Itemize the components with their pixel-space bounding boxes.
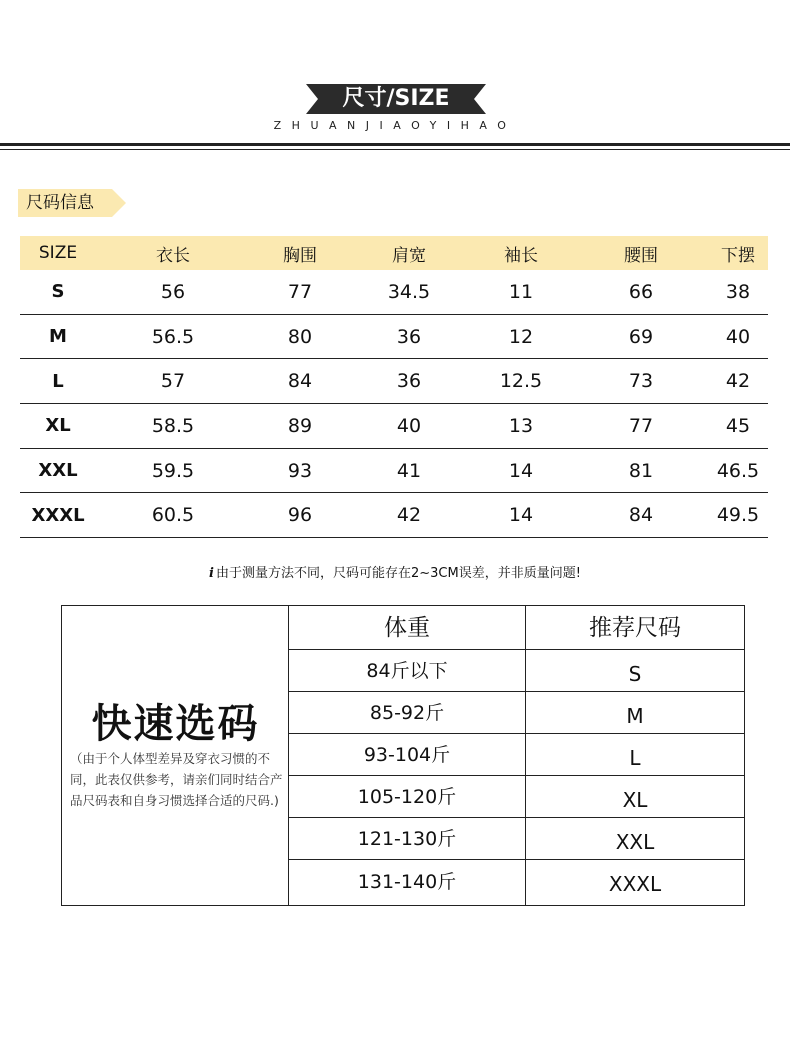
table-cell: 89 [287, 414, 313, 437]
table-cell: 84 [628, 504, 654, 527]
table-cell: 77 [628, 414, 654, 437]
table-cell: 42 [396, 504, 422, 527]
table-cell: 56.5 [151, 325, 195, 348]
table-cell: 59.5 [151, 459, 195, 482]
weight-cell: 105-120斤 [289, 776, 526, 817]
header-banner [0, 84, 790, 114]
table-cell: M [49, 326, 67, 348]
page-title: 尺寸/SIZE [342, 86, 450, 111]
quick-select-description: （由于个人体型差异及穿衣习惯的不同，此表仅供参考，请亲们同时结合产品尺码表和自身习惯选择合适的尺码.) [70, 751, 283, 808]
header-divider-thin [0, 149, 790, 150]
table-cell: 42 [725, 370, 751, 393]
table-cell: XL [45, 415, 71, 437]
column-header: 胸围 [283, 245, 317, 266]
size-table-header [20, 236, 768, 270]
table-cell: S [51, 281, 65, 303]
table-cell: 93 [287, 459, 313, 482]
table-cell: 69 [628, 325, 654, 348]
table-cell: 36 [396, 370, 422, 393]
table-cell: 36 [396, 325, 422, 348]
table-cell: 12.5 [499, 370, 543, 393]
quick-select-header [289, 606, 744, 650]
column-header: 肩宽 [392, 245, 426, 266]
column-header: 袖长 [504, 245, 538, 266]
table-cell: 40 [725, 325, 751, 348]
quick-select-title: 快速选码 [91, 701, 260, 747]
measurement-note-text: 由于测量方法不同，尺码可能存在2~3CM误差，并非质量问题! [216, 566, 581, 581]
weight-cell: 84斤以下 [289, 650, 526, 691]
table-cell: 57 [160, 370, 186, 393]
table-cell: 84 [287, 370, 313, 393]
weight-cell: 93-104斤 [289, 734, 526, 775]
table-row [20, 404, 768, 449]
column-header: 下摆 [721, 245, 755, 266]
table-cell: 13 [508, 414, 534, 437]
table-row [289, 734, 744, 776]
table-cell: L [52, 370, 64, 392]
table-cell: 38 [725, 280, 751, 303]
table-cell: 56 [160, 280, 186, 303]
table-cell: XXL [38, 460, 78, 482]
table-cell: 14 [508, 504, 534, 527]
table-cell: 49.5 [716, 504, 760, 527]
table-cell: 58.5 [151, 414, 195, 437]
table-cell: XXXL [31, 504, 85, 526]
quick-select-intro [62, 606, 289, 905]
weight-cell: 131-140斤 [289, 860, 526, 905]
size-cell: XXXL [608, 872, 662, 896]
table-row [20, 270, 768, 315]
table-cell: 80 [287, 325, 313, 348]
table-row [289, 650, 744, 692]
size-table [20, 236, 768, 538]
quick-select-table [289, 606, 744, 905]
table-row [289, 776, 744, 818]
table-cell: 45 [725, 414, 751, 437]
measurement-note [0, 562, 790, 581]
table-cell: 34.5 [387, 280, 431, 303]
table-row [20, 359, 768, 404]
size-cell: M [626, 704, 644, 728]
quick-select-box [61, 605, 745, 906]
table-cell: 12 [508, 325, 534, 348]
section-tag-label: 尺码信息 [26, 193, 94, 213]
size-cell: L [629, 746, 641, 770]
column-header: 衣长 [156, 245, 190, 266]
table-cell: 60.5 [151, 504, 195, 527]
table-cell: 40 [396, 414, 422, 437]
column-header: SIZE [38, 243, 78, 263]
table-cell: 11 [508, 280, 534, 303]
weight-cell: 85-92斤 [289, 692, 526, 733]
table-cell: 81 [628, 459, 654, 482]
column-header: 腰围 [624, 245, 658, 266]
table-cell: 77 [287, 280, 313, 303]
table-cell: 46.5 [716, 459, 760, 482]
size-cell: S [628, 662, 642, 686]
table-row [20, 315, 768, 360]
table-cell: 14 [508, 459, 534, 482]
table-row [289, 818, 744, 860]
table-cell: 41 [396, 459, 422, 482]
table-cell: 66 [628, 280, 654, 303]
table-row [20, 449, 768, 494]
table-cell: 73 [628, 370, 654, 393]
table-row [289, 860, 744, 905]
column-header-weight: 体重 [289, 606, 526, 650]
size-cell: XXL [615, 830, 655, 854]
table-row [289, 692, 744, 734]
size-cell: XL [622, 788, 648, 812]
header-divider-thick [0, 143, 790, 146]
table-row [20, 493, 768, 538]
column-header-recommended-size: 推荐尺码 [589, 615, 681, 641]
page-subtitle: ZHUANJIAOYIHAO [273, 119, 517, 132]
table-cell: 96 [287, 504, 313, 527]
section-tag-size-info [18, 189, 126, 217]
info-icon: i [209, 566, 214, 581]
weight-cell: 121-130斤 [289, 818, 526, 859]
